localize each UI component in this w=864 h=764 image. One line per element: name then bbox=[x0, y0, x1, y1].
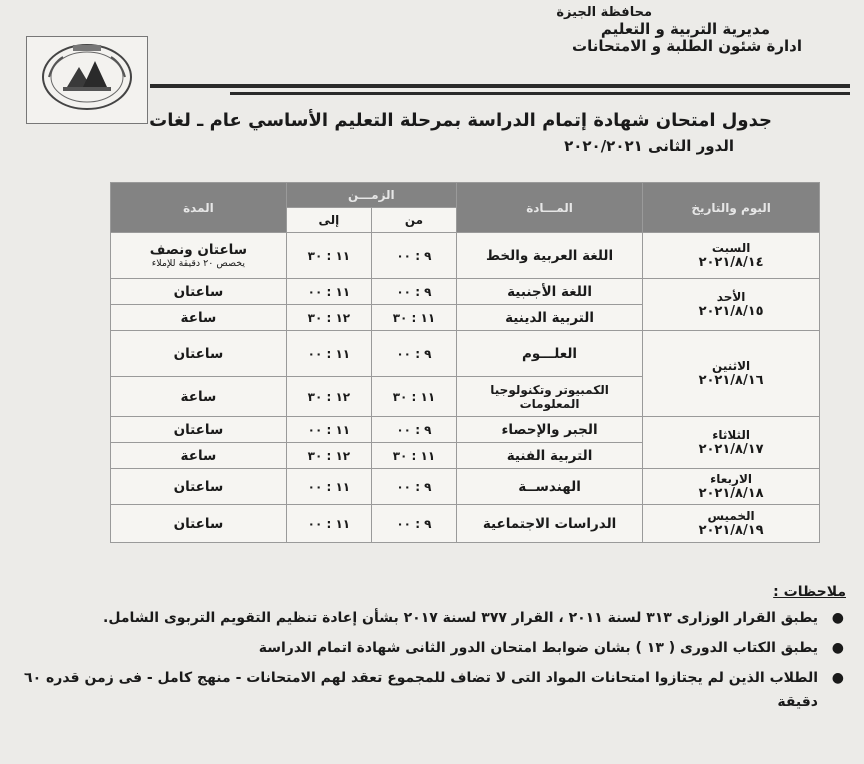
duration-cell: ساعتان bbox=[111, 505, 287, 543]
header-from: من bbox=[371, 208, 456, 233]
duration-value: ساعتان ونصف bbox=[149, 242, 248, 258]
time-from: ٩ : ٠٠ bbox=[371, 331, 456, 377]
header-to: إلى bbox=[286, 208, 371, 233]
day-cell bbox=[643, 469, 820, 505]
table-row bbox=[111, 505, 820, 543]
time-to: ١١ : ٠٠ bbox=[286, 505, 371, 543]
day-cell bbox=[643, 233, 820, 279]
notes-list bbox=[16, 606, 846, 714]
day-date: ٢٠٢١/٨/١٤ bbox=[698, 255, 764, 270]
governorate-name: محافظة الجيزة bbox=[556, 5, 652, 20]
subject-cell: العلـــوم bbox=[456, 331, 642, 377]
administration-name: ادارة شئون الطلبة و الامتحانات bbox=[572, 37, 802, 56]
day-name: السبت bbox=[711, 241, 751, 255]
directorate-name: مديرية التربية و التعليم bbox=[600, 19, 770, 38]
time-from: ١١ : ٣٠ bbox=[371, 305, 456, 331]
duration-cell: ساعتان bbox=[111, 331, 287, 377]
notes-heading: ملاحظات : bbox=[773, 584, 846, 600]
header-divider-secondary bbox=[230, 92, 850, 95]
subject-cell: التربية الدينية bbox=[456, 305, 642, 331]
header-day-date: اليوم والتاريخ bbox=[643, 183, 820, 233]
duration-cell: ساعة bbox=[111, 443, 287, 469]
time-to: ١٢ : ٣٠ bbox=[286, 305, 371, 331]
time-from: ٩ : ٠٠ bbox=[371, 417, 456, 443]
exam-schedule-table bbox=[110, 182, 820, 543]
table-row bbox=[111, 417, 820, 443]
header-duration: المدة bbox=[111, 183, 287, 233]
time-to: ١١ : ٣٠ bbox=[286, 233, 371, 279]
bullet-icon: ● bbox=[831, 670, 844, 686]
time-from: ٩ : ٠٠ bbox=[371, 469, 456, 505]
note-text: يطبق الكتاب الدورى ( ١٣ ) بشان ضوابط امتحان الدور الثانى شهادة اتمام الدراسة bbox=[258, 640, 818, 656]
bullet-icon: ● bbox=[831, 610, 844, 626]
day-date: ٢٠٢١/٨/١٩ bbox=[698, 523, 764, 538]
document-titles bbox=[72, 110, 772, 155]
duration-cell: ساعتان bbox=[111, 417, 287, 443]
notes-section bbox=[16, 584, 846, 720]
subject-cell: اللغة العربية والخط bbox=[456, 233, 642, 279]
time-from: ١١ : ٣٠ bbox=[371, 377, 456, 417]
day-date: ٢٠٢١/٨/١٧ bbox=[698, 442, 764, 457]
list-item bbox=[16, 606, 844, 630]
duration-cell: ساعة bbox=[111, 377, 287, 417]
day-cell bbox=[643, 331, 820, 417]
note-text: يطبق القرار الوزارى ٣١٣ لسنة ٢٠١١ ، القرار ٣٧٧ لسنة ٢٠١٧ بشأن إعادة تنظيم التقويم التربوى الشامل. bbox=[103, 610, 818, 626]
duration-cell bbox=[111, 233, 287, 279]
time-to: ١٢ : ٣٠ bbox=[286, 443, 371, 469]
day-date: ٢٠٢١/٨/١٨ bbox=[698, 486, 764, 501]
time-from: ٩ : ٠٠ bbox=[371, 233, 456, 279]
table-row bbox=[111, 233, 820, 279]
exam-session: الدور الثانى ٢٠٢٠/٢٠٢١ bbox=[564, 137, 734, 155]
day-name: الاربعاء bbox=[710, 472, 753, 486]
bullet-icon: ● bbox=[831, 640, 844, 656]
time-to: ١٢ : ٣٠ bbox=[286, 377, 371, 417]
header-time: الزمـــن bbox=[286, 183, 456, 208]
day-name: الأحد bbox=[716, 290, 746, 304]
day-date: ٢٠٢١/٨/١٦ bbox=[698, 373, 764, 388]
list-item bbox=[16, 636, 844, 660]
header-organization bbox=[472, 6, 802, 55]
day-cell bbox=[643, 279, 820, 331]
list-item bbox=[16, 666, 844, 714]
time-to: ١١ : ٠٠ bbox=[286, 279, 371, 305]
document-title: جدول امتحان شهادة إتمام الدراسة بمرحلة التعليم الأساسي عام ـ لغات bbox=[149, 110, 772, 131]
table-row bbox=[111, 469, 820, 505]
day-cell bbox=[643, 505, 820, 543]
time-from: ٩ : ٠٠ bbox=[371, 279, 456, 305]
duration-cell: ساعتان bbox=[111, 469, 287, 505]
day-name: الاثنين bbox=[712, 359, 751, 373]
subject-cell: الهندســة bbox=[456, 469, 642, 505]
time-from: ٩ : ٠٠ bbox=[371, 505, 456, 543]
table-row bbox=[111, 279, 820, 305]
subject-cell: الجبر والإحصاء bbox=[456, 417, 642, 443]
day-cell bbox=[643, 417, 820, 469]
subject-cell: الكمبيوتر وتكنولوجيا المعلومات bbox=[456, 377, 642, 417]
day-date: ٢٠٢١/٨/١٥ bbox=[698, 304, 764, 319]
duration-cell: ساعة bbox=[111, 305, 287, 331]
header-divider bbox=[150, 84, 850, 88]
time-to: ١١ : ٠٠ bbox=[286, 469, 371, 505]
subject-cell: الدراسات الاجتماعية bbox=[456, 505, 642, 543]
subject-cell: التربية الفنية bbox=[456, 443, 642, 469]
time-from: ١١ : ٣٠ bbox=[371, 443, 456, 469]
header-subject: المـــادة bbox=[456, 183, 642, 233]
day-name: الخميس bbox=[707, 509, 755, 523]
subject-cell: اللغة الأجنبية bbox=[456, 279, 642, 305]
note-text: الطلاب الذين لم يجتازوا امتحانات المواد التى لا تضاف للمجموع تعقد لهم الامتحانات - منهج كامل - فى زمن قدره ٦٠ دقيقة bbox=[24, 670, 818, 710]
table-row bbox=[111, 331, 820, 377]
duration-note: يخصص ٢٠ دقيقة للإملاء bbox=[151, 258, 246, 269]
day-name: الثلاثاء bbox=[712, 428, 750, 442]
duration-cell: ساعتان bbox=[111, 279, 287, 305]
time-to: ١١ : ٠٠ bbox=[286, 417, 371, 443]
time-to: ١١ : ٠٠ bbox=[286, 331, 371, 377]
